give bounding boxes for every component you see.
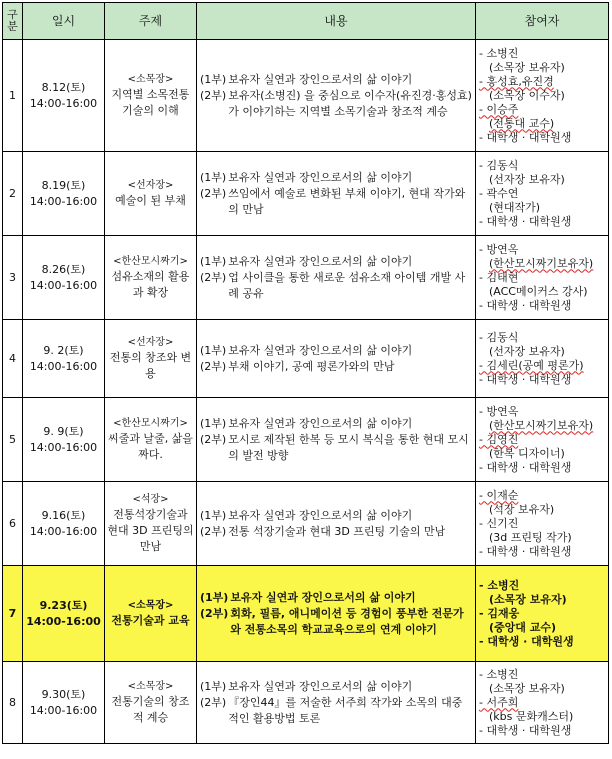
row-content — [197, 320, 476, 398]
row-participants — [476, 398, 609, 482]
participant-line: - 대학생 · 대학원생 — [479, 544, 572, 558]
row-participants — [476, 320, 609, 398]
part1-label: (1부) — [200, 679, 227, 693]
participant-line: (석장 보유자) — [489, 502, 555, 516]
table-row — [3, 320, 609, 398]
craft-tag: <소목장> — [127, 681, 174, 692]
topic-text: 전통의 창조와 변용 — [109, 351, 192, 380]
participant-line: - 김재웅 — [479, 606, 520, 620]
part2-text: 모시로 제작된 한복 등 모시 복식을 통한 현대 모시의 발전 방향 — [228, 432, 469, 462]
row-content — [197, 398, 476, 482]
date-text: 9. 2(토) — [43, 343, 84, 357]
table-row — [3, 398, 609, 482]
table-row — [3, 40, 609, 152]
participant-line: (전통대 교수) — [489, 116, 555, 130]
participant-line: (선자장 보유자) — [489, 172, 565, 186]
part1-text: 보유자 실연과 장인으로서의 삶 이야기 — [228, 508, 413, 522]
date-text: 9.30(토) — [41, 687, 86, 701]
header-date: 일시 — [23, 3, 105, 40]
participant-line: - 대학생 · 대학원생 — [479, 723, 572, 737]
craft-tag: <한산모시짜기> — [113, 256, 188, 267]
participant-line: - 대학생 · 대학원생 — [479, 460, 572, 474]
craft-tag: <석장> — [132, 494, 169, 505]
row-date — [23, 662, 105, 744]
row-content — [197, 152, 476, 236]
row-topic — [105, 152, 197, 236]
part2-label: (2부) — [200, 186, 227, 200]
part1-text: 보유자 실연과 장인으로서의 삶 이야기 — [228, 170, 413, 184]
participant-line: - 대학생 · 대학원생 — [479, 130, 572, 144]
part1-label: (1부) — [200, 416, 227, 430]
row-date — [23, 152, 105, 236]
part2-text: 보유자(소병진) 을 중심으로 이수자(유진경·홍성효)가 이야기하는 지역별 소목기술과 창조적 계승 — [228, 88, 472, 118]
row-date — [23, 482, 105, 566]
participant-line: (선자장 보유자) — [489, 344, 565, 358]
participant-line: - 방연옥 — [479, 242, 519, 256]
time-text: 14:00-16:00 — [29, 96, 98, 110]
date-text: 9. 9(토) — [43, 424, 84, 438]
row-number: 5 — [3, 398, 23, 482]
header-row — [3, 3, 609, 40]
row-participants — [476, 662, 609, 744]
part2-label: (2부) — [200, 432, 227, 446]
topic-text: 예술이 된 부채 — [115, 194, 186, 207]
participant-line: - 대학생 · 대학원생 — [479, 298, 572, 312]
date-text: 8.26(토) — [41, 262, 86, 276]
participant-line: - 방연옥 — [479, 404, 519, 418]
part1-label: (1부) — [200, 254, 227, 268]
participant-line: - 소병진 — [479, 667, 519, 681]
part1-label: (1부) — [200, 508, 227, 522]
participant-line: - 김태현 — [479, 270, 519, 284]
participant-line: (소목장 보유자) — [489, 60, 565, 74]
part2-text: 『장인44』를 저술한 서주희 작가와 소목의 대중적인 활용방법 토론 — [228, 695, 463, 725]
topic-text: 전통기술과 교육 — [111, 614, 190, 627]
participant-line: - 곽수연 — [479, 186, 519, 200]
row-content — [197, 566, 476, 662]
part1-text: 보유자 실연과 장인으로서의 삶 이야기 — [228, 679, 413, 693]
participant-line: - 소병진 — [479, 578, 520, 592]
participant-line: (한산모시짜기보유자) — [489, 256, 594, 270]
participant-line: - 이승주 — [479, 102, 519, 116]
row-participants — [476, 40, 609, 152]
header-gubun: 구분 — [3, 3, 23, 40]
participant-line: - 홍성효,유진경 — [479, 74, 554, 88]
part1-text: 보유자 실연과 장인으로서의 삶 이야기 — [228, 416, 413, 430]
row-content — [197, 40, 476, 152]
row-number: 6 — [3, 482, 23, 566]
row-topic — [105, 320, 197, 398]
row-number: 8 — [3, 662, 23, 744]
row-date — [23, 398, 105, 482]
participant-line: (현대작가) — [489, 200, 541, 214]
header-people: 참여자 — [476, 3, 609, 40]
participant-line: (kbs 문화캐스터) — [489, 709, 574, 723]
table-row — [3, 152, 609, 236]
row-topic — [105, 662, 197, 744]
part1-text: 보유자 실연과 장인으로서의 삶 이야기 — [228, 343, 413, 357]
row-topic — [105, 398, 197, 482]
date-text: 9.23(토) — [39, 598, 88, 612]
part1-label: (1부) — [200, 72, 227, 86]
row-content — [197, 662, 476, 744]
time-text: 14:00-16:00 — [29, 703, 98, 717]
part1-label: (1부) — [200, 590, 229, 604]
participant-line: - 대학생 · 대학원생 — [479, 214, 572, 228]
participant-line: - 김영진 — [479, 432, 519, 446]
row-participants — [476, 152, 609, 236]
row-number: 7 — [3, 566, 23, 662]
part1-label: (1부) — [200, 343, 227, 357]
part2-text: 부채 이야기, 공예 평론가와의 만남 — [228, 359, 395, 373]
participant-line: (3d 프린팅 작가) — [489, 530, 572, 544]
table-row-highlighted — [3, 566, 609, 662]
participant-line: (중앙대 교수) — [489, 620, 557, 634]
craft-tag: <소목장> — [127, 600, 174, 611]
participant-line: (ACC메이커스 강사) — [489, 284, 588, 298]
time-text: 14:00-16:00 — [29, 278, 98, 292]
row-content — [197, 236, 476, 320]
participant-line: (소목장 보유자) — [489, 592, 567, 606]
participant-line: - 소병진 — [479, 46, 519, 60]
part1-text: 보유자 실연과 장인으로서의 삶 이야기 — [228, 72, 413, 86]
topic-text: 지역별 소목전통 기술의 이해 — [111, 88, 190, 117]
craft-tag: <선자장> — [127, 180, 174, 191]
schedule-table — [2, 2, 609, 744]
craft-tag: <한산모시짜기> — [113, 418, 188, 429]
part2-label: (2부) — [200, 270, 227, 284]
part1-label: (1부) — [200, 170, 227, 184]
participant-line: - 대학생 · 대학원생 — [479, 634, 574, 648]
participant-line: - 이재순 — [479, 488, 519, 502]
part1-text: 보유자 실연과 장인으로서의 삶 이야기 — [230, 590, 416, 604]
row-date — [23, 320, 105, 398]
row-participants — [476, 236, 609, 320]
date-text: 8.12(토) — [41, 80, 86, 94]
participant-line: - 김세린(공예 평론가) — [479, 358, 584, 372]
topic-text: 섬유소재의 활용과 확장 — [111, 270, 190, 299]
part2-label: (2부) — [200, 524, 227, 538]
time-text: 14:00-16:00 — [26, 614, 101, 628]
part2-text: 쓰임에서 예술로 변화된 부채 이야기, 현대 작가와의 만남 — [228, 186, 466, 216]
topic-text: 전통기술의 창조적 계승 — [111, 695, 190, 724]
row-number: 2 — [3, 152, 23, 236]
schedule-sheet — [2, 2, 608, 757]
participant-line: (소목장 이수자) — [489, 88, 565, 102]
row-topic — [105, 566, 197, 662]
time-text: 14:00-16:00 — [29, 359, 98, 373]
craft-tag: <소목장> — [127, 74, 174, 85]
date-text: 8.19(토) — [41, 178, 86, 192]
date-text: 9.16(토) — [41, 508, 86, 522]
header-content: 내용 — [197, 3, 476, 40]
row-date — [23, 566, 105, 662]
row-topic — [105, 482, 197, 566]
part2-label: (2부) — [200, 359, 227, 373]
part2-label: (2부) — [200, 88, 227, 102]
time-text: 14:00-16:00 — [29, 524, 98, 538]
row-number: 1 — [3, 40, 23, 152]
part2-text: 회화, 필름, 애니메이션 등 경험이 풍부한 전문가와 전통소목의 학교교육으로의 연계 이야기 — [230, 606, 464, 636]
part1-text: 보유자 실연과 장인으로서의 삶 이야기 — [228, 254, 413, 268]
row-topic — [105, 40, 197, 152]
participant-line: - 신기진 — [479, 516, 519, 530]
participant-line: - 서주희 — [479, 695, 519, 709]
row-number: 3 — [3, 236, 23, 320]
row-topic — [105, 236, 197, 320]
row-number: 4 — [3, 320, 23, 398]
participant-line: (한복 디자이너) — [489, 446, 565, 460]
row-date — [23, 236, 105, 320]
topic-text: 씨줄과 날줄, 삶을 짜다. — [108, 432, 193, 461]
craft-tag: <선자장> — [127, 337, 174, 348]
part2-text: 업 사이클을 통한 새로운 섬유소재 아이템 개발 사례 공유 — [228, 270, 466, 300]
part2-label: (2부) — [200, 695, 227, 709]
row-content — [197, 482, 476, 566]
row-participants — [476, 482, 609, 566]
table-row — [3, 662, 609, 744]
header-topic: 주제 — [105, 3, 197, 40]
row-participants — [476, 566, 609, 662]
part2-text: 전통 석장기술과 현대 3D 프린팅 기술의 만남 — [228, 524, 446, 538]
participant-line: - 김동식 — [479, 330, 519, 344]
participant-line: (한산모시짜기보유자) — [489, 418, 594, 432]
time-text: 14:00-16:00 — [29, 194, 98, 208]
row-date — [23, 40, 105, 152]
topic-text: 전통석장기술과 현대 3D 프린팅의 만남 — [107, 508, 194, 553]
participant-line: (소목장 보유자) — [489, 681, 565, 695]
part2-label: (2부) — [200, 606, 229, 620]
participant-line: - 대학생 · 대학원생 — [479, 372, 572, 386]
table-row — [3, 482, 609, 566]
table-row — [3, 236, 609, 320]
time-text: 14:00-16:00 — [29, 440, 98, 454]
participant-line: - 김동식 — [479, 158, 519, 172]
